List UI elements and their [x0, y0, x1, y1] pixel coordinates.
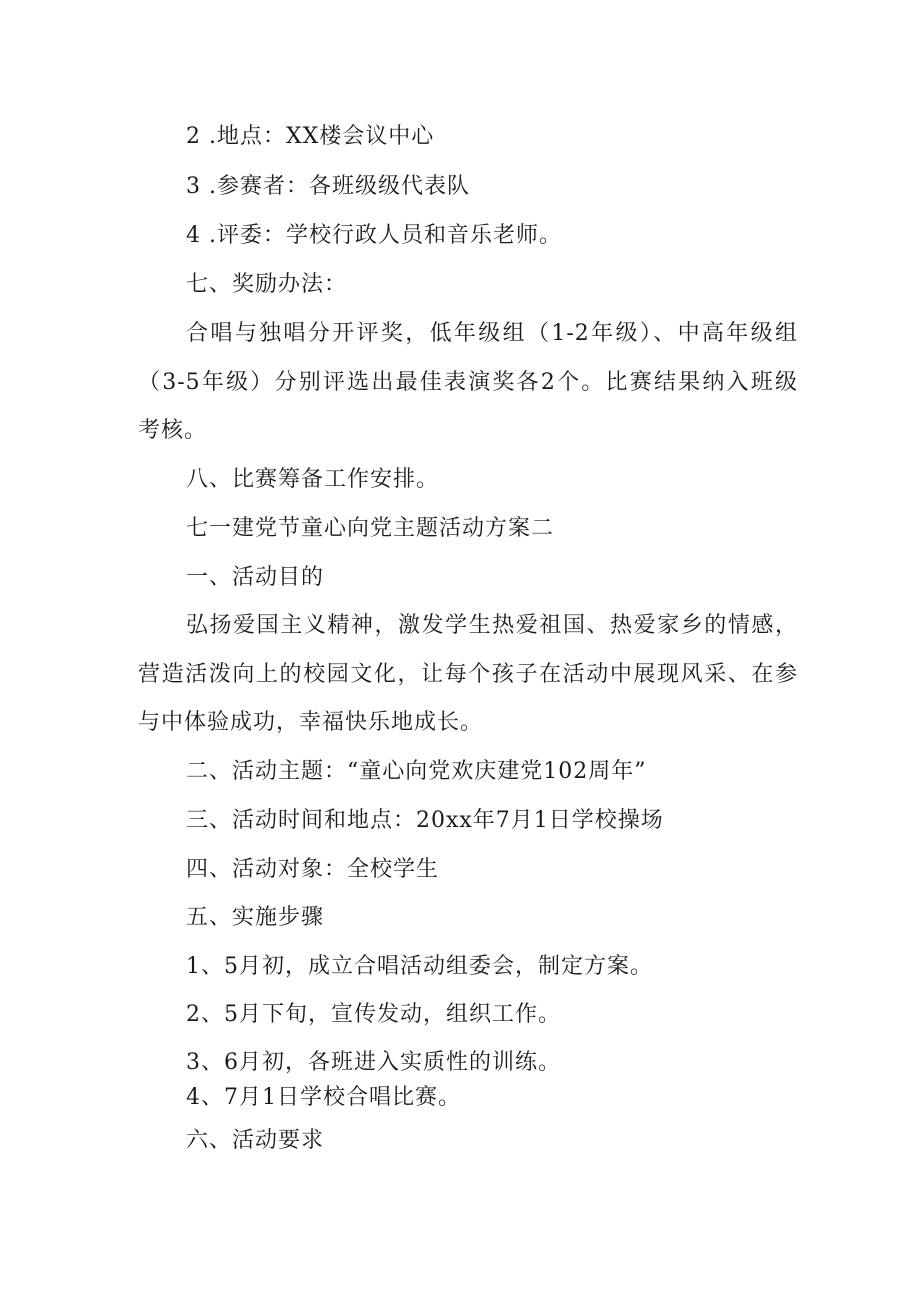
participants-line: 3 .参赛者：各班级级代表队: [186, 174, 470, 199]
section-heading-preparation: 八、比赛筹备工作安排。: [186, 467, 440, 492]
document-title-line: 七一建党节童心向党主题活动方案二: [186, 516, 555, 541]
paragraph-line: 与中体验成功，幸福快乐地成长。: [138, 710, 484, 735]
section-heading-purpose: 一、活动目的: [186, 565, 325, 590]
paragraph-line: 考核。: [138, 418, 208, 443]
step-line: 2、5月下旬，宣传发动，组织工作。: [186, 1002, 561, 1027]
step-line: 4、7月1日学校合唱比赛。: [186, 1085, 461, 1110]
section-heading-audience: 四、活动对象：全校学生: [186, 857, 440, 882]
section-heading-reward: 七、奖励办法：: [186, 272, 348, 297]
section-heading-theme: 二、活动主题：“童心向党欢庆建党102周年”: [186, 759, 647, 784]
section-heading-steps: 五、实施步骤: [186, 905, 325, 930]
paragraph-line: 合唱与独唱分开评奖，低年级组（1-2年级）、中高年级组: [186, 321, 798, 346]
step-line: 3、6月初，各班进入实质性的训练。: [186, 1050, 561, 1075]
section-heading-time-place: 三、活动时间和地点：20xx年7月1日学校操场: [186, 808, 664, 833]
step-line: 1、5月初，成立合唱活动组委会，制定方案。: [186, 954, 653, 979]
paragraph-line: 营造活泼向上的校园文化，让每个孩子在活动中展现风采、在参: [138, 662, 798, 687]
location-line: 2 .地点：XX楼会议中心: [186, 124, 435, 149]
paragraph-line: 弘扬爱国主义精神，激发学生热爱祖国、热爱家乡的情感，: [186, 613, 798, 638]
judges-line: 4 .评委：学校行政人员和音乐老师。: [186, 223, 562, 248]
paragraph-line: （3-5年级）分别评选出最佳表演奖各2个。比赛结果纳入班级: [138, 370, 798, 395]
section-heading-requirements: 六、活动要求: [186, 1128, 325, 1153]
